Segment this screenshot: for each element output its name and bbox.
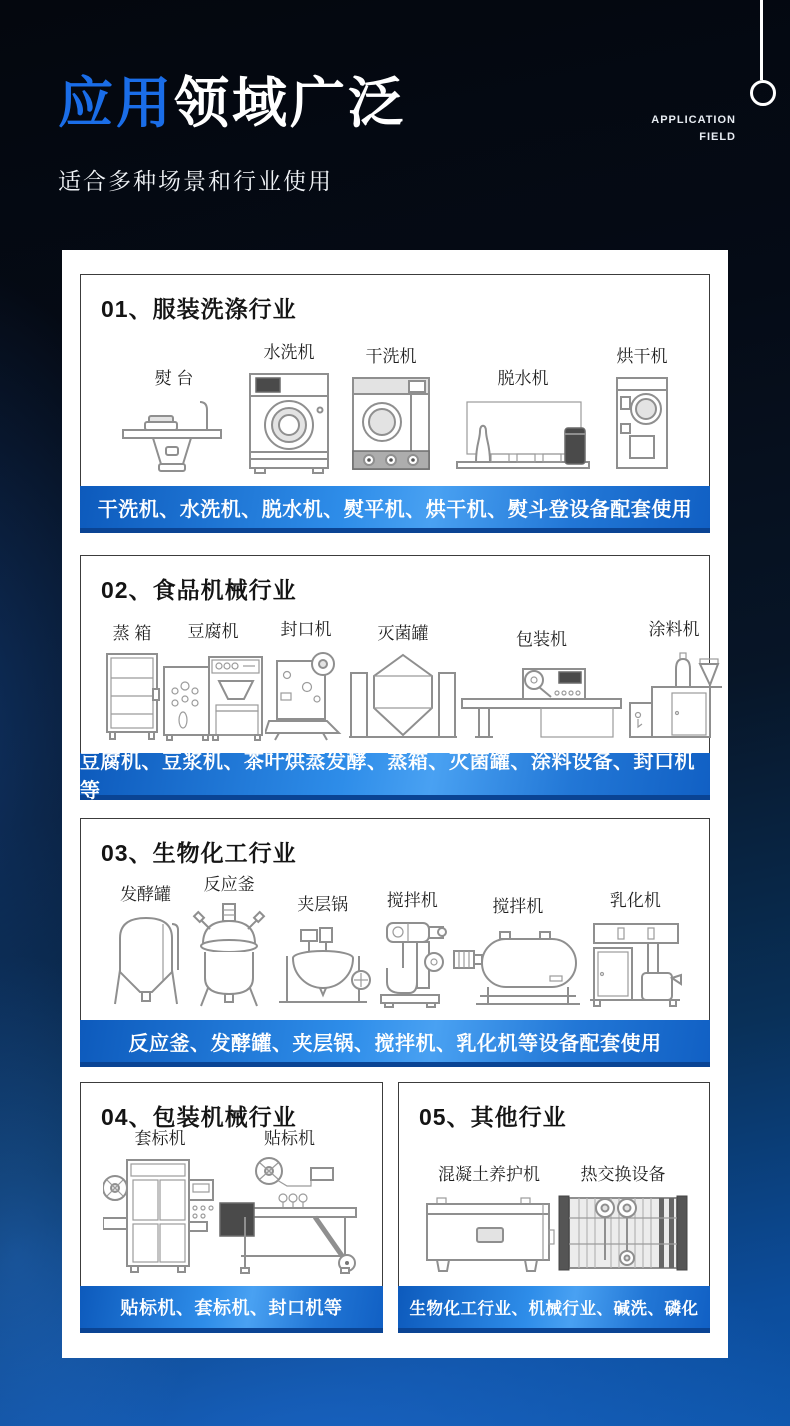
machine-fermentation-tank (106, 880, 186, 1008)
content-panel (62, 250, 728, 1358)
machine-label: 混凝土养护机 (438, 1165, 540, 1184)
drum-mixer-icon (452, 924, 584, 1008)
dehydrator-icon (449, 396, 597, 474)
machine-label: 干洗机 (365, 347, 417, 366)
machine-ironing-table (119, 364, 229, 474)
card-banner: 豆腐机、豆浆机、茶叶烘蒸发酵、蒸箱、灭菌罐、涂料设备、封口机等 (80, 753, 710, 800)
machine-row (103, 615, 700, 741)
machine-emulsifier (586, 886, 684, 1008)
labeling-machine-icon (217, 1156, 362, 1274)
emulsifier-icon (586, 918, 684, 1008)
machine-label: 熨 台 (154, 369, 194, 388)
machine-label: 烘干机 (616, 347, 668, 366)
machine-label: 涂料机 (648, 620, 700, 639)
heat-exchanger-icon (557, 1192, 689, 1274)
machine-label: 乳化机 (609, 891, 661, 910)
machine-label: 发酵罐 (120, 885, 172, 904)
machine-sleeve-labeling-machine (103, 1124, 217, 1274)
machine-washing-machine (245, 338, 333, 474)
machine-label: 夹层锅 (297, 895, 349, 914)
machine-label: 搅拌机 (386, 891, 438, 910)
eyebrow-text (651, 112, 736, 146)
machine-tofu-machine (161, 617, 265, 741)
machine-dehydrator (449, 364, 597, 474)
concrete-curing-machine-icon (421, 1192, 557, 1274)
tofu-machine-icon (161, 649, 265, 741)
machine-row (103, 1124, 360, 1274)
machine-jacketed-kettle (273, 890, 373, 1008)
dry-cleaning-machine-icon (349, 374, 433, 474)
sleeve-labeling-machine-icon (103, 1156, 217, 1274)
card-title: 01、服装洗涤行业 (101, 296, 297, 322)
sealing-machine-icon (265, 647, 347, 741)
card-banner: 贴标机、套标机、封口机等 (80, 1286, 383, 1333)
machine-reaction-kettle (188, 870, 270, 1008)
machine-labeling-machine (217, 1124, 362, 1274)
circle-decor-icon (750, 80, 776, 106)
machine-drum-mixer (452, 892, 584, 1008)
card-title: 05、其他行业 (419, 1104, 567, 1130)
card-banner: 反应釜、发酵罐、夹层锅、搅拌机、乳化机等设备配套使用 (80, 1020, 710, 1067)
steam-cabinet-icon (103, 651, 161, 741)
jacketed-kettle-icon (273, 922, 373, 1008)
ironing-table-icon (119, 396, 229, 474)
machine-label: 封口机 (280, 620, 332, 639)
packaging-machine-icon (459, 657, 624, 741)
machine-row (421, 1160, 687, 1274)
machine-coating-machine (624, 615, 724, 741)
machine-label: 热交换设备 (580, 1165, 666, 1184)
machine-dry-cleaning-machine (349, 342, 433, 474)
page-header (58, 72, 407, 196)
eyebrow-line2: FIELD (699, 131, 736, 143)
machine-label: 包装机 (516, 630, 567, 649)
machine-label: 水洗机 (263, 343, 315, 362)
machine-packaging-machine (459, 625, 624, 741)
machine-row (103, 338, 687, 474)
machine-steam-cabinet (103, 619, 161, 741)
machine-sterilization-tank (347, 619, 459, 741)
machine-label: 反应釜 (203, 875, 255, 894)
page-title-rest: 领域广泛 (174, 72, 407, 134)
machine-stand-mixer (375, 886, 449, 1008)
card-biochemical-industry (80, 818, 710, 1067)
card-packaging-machinery-industry (80, 1082, 383, 1333)
card-clothing-washing-industry (80, 274, 710, 533)
card-title: 04、包装机械行业 (101, 1104, 297, 1130)
card-banner: 生物化工行业、机械行业、碱洗、磷化 (398, 1286, 710, 1333)
sterilization-tank-icon (347, 651, 459, 741)
reaction-kettle-icon (188, 902, 270, 1008)
card-banner: 干洗机、水洗机、脱水机、熨平机、烘干机、熨斗登设备配套使用 (80, 486, 710, 533)
machine-row (103, 870, 687, 1008)
machine-label: 蒸 箱 (112, 624, 152, 643)
machine-label: 脱水机 (497, 369, 549, 388)
vertical-line-decor (760, 0, 763, 80)
machine-label: 灭菌罐 (377, 624, 429, 643)
card-title: 02、食品机械行业 (101, 577, 297, 603)
machine-drying-machine (613, 342, 671, 474)
page-title-highlight: 应用 (58, 72, 175, 134)
eyebrow-line1: APPLICATION (651, 114, 736, 126)
machine-label: 搅拌机 (492, 897, 544, 916)
machine-heat-exchanger (557, 1160, 689, 1274)
card-title: 03、生物化工行业 (101, 840, 297, 866)
card-food-machinery-industry (80, 555, 710, 800)
washing-machine-icon (245, 370, 333, 474)
page-title (58, 72, 407, 134)
fermentation-tank-icon (106, 912, 186, 1008)
stand-mixer-icon (375, 918, 449, 1008)
machine-label: 套标机 (134, 1129, 186, 1148)
card-other-industries (398, 1082, 710, 1333)
machine-label: 贴标机 (264, 1129, 315, 1148)
drying-machine-icon (613, 374, 671, 474)
coating-machine-icon (624, 647, 724, 741)
machine-label: 豆腐机 (187, 622, 239, 641)
machine-concrete-curing-machine (421, 1160, 557, 1274)
machine-sealing-machine (265, 615, 347, 741)
page-subtitle: 适合多种场景和行业使用 (58, 168, 333, 194)
